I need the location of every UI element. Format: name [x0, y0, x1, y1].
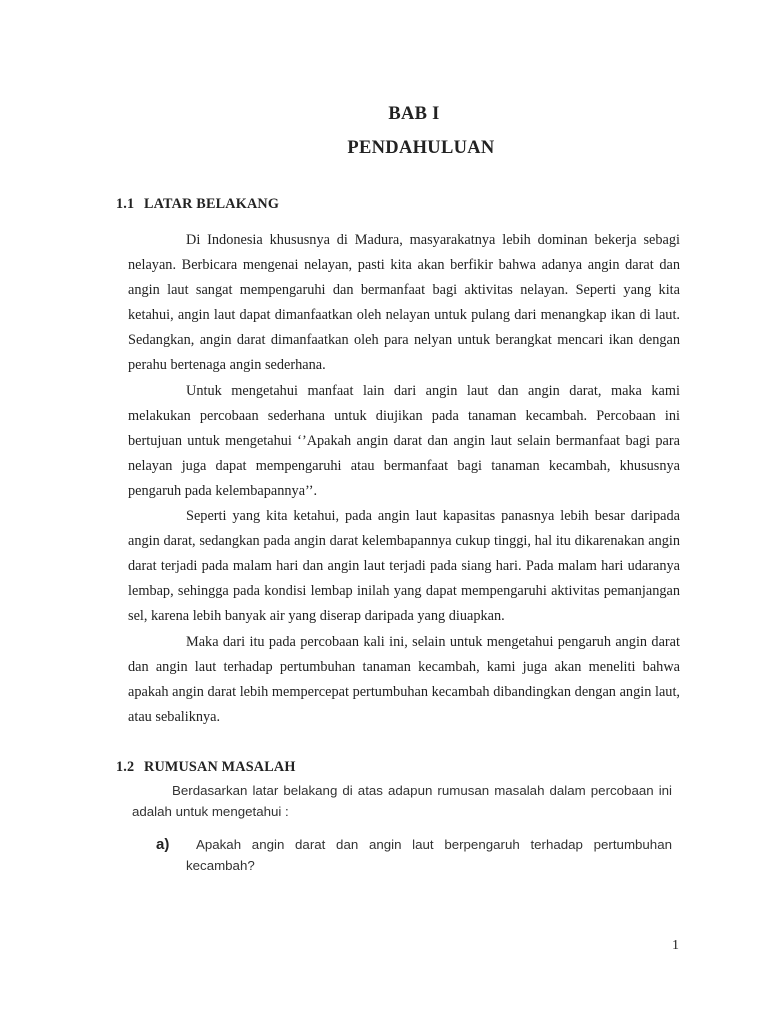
- paragraph: Untuk mengetahui manfaat lain dari angin laut dan angin darat, maka kami melakukan percobaan sederhana untuk diujikan pada tanaman kecambah. Percobaan ini bertujuan untuk mengetahui ‘’Apakah angin darat dan angin laut selain bermanfaat bagi para nelayan juga dapat mempengaruhi atau bermanfaat bagi tanaman kecambah, khususnya pengaruh pada kelembapannya’’.: [128, 382, 680, 499]
- section-heading-latar-belakang: [116, 196, 279, 213]
- problem-intro: Berdasarkan latar belakang di atas adapun rumusan masalah dalam percobaan ini adalah untuk mengetahui :: [132, 783, 672, 819]
- section-title: RUMUSAN MASALAH: [144, 759, 296, 775]
- paragraph: Maka dari itu pada percobaan kali ini, selain untuk mengetahui pengaruh angin darat dan angin laut terhadap pertumbuhan tanaman kecambah, kami juga akan meneliti bahwa apakah angin darat lebih mempercepat pertumbuhan kecambah dibandingkan dengan angin laut, atau sebaliknya.: [128, 633, 680, 725]
- section-title: LATAR BELAKANG: [144, 196, 280, 212]
- list-marker: a): [156, 836, 170, 853]
- section-number: 1.2: [116, 759, 135, 775]
- list-item-text: Apakah angin darat dan angin laut berpengaruh terhadap pertumbuhan kecambah?: [186, 837, 672, 873]
- section-number: 1.1: [116, 196, 135, 212]
- page-number: 1: [672, 938, 679, 953]
- section-heading-rumusan-masalah: [116, 759, 296, 776]
- chapter-number: BAB I: [388, 104, 440, 124]
- paragraph: Di Indonesia khususnya di Madura, masyarakatnya lebih dominan bekerja sebagi nelayan. Berbicara mengenai nelayan, pasti kita akan berfikir bahwa adanya angin darat dan angin laut sangat mempengaruhi dan bermanfaat bagi aktivitas nelayan. Seperti yang kita ketahui, angin laut dapat dimanfaatkan oleh nelayan untuk pulang dari menangkap ikan di laut. Sedangkan, angin darat dimanfaatkan oleh para nelyan untuk berangkat mencari ikan dengan perahu bertenaga angin sederhana.: [128, 232, 680, 374]
- paragraph: Seperti yang kita ketahui, pada angin laut kapasitas panasnya lebih besar daripada angin darat, sedangkan pada angin darat kelembapannya cukup tinggi, hal itu dikarenakan angin darat terjadi pada malam hari dan angin laut terjadi pada siang hari. Pada malam hari udaranya lembap, sehingga pada kondisi lembap inilah yang dapat mempengaruhi aktivitas pemanjangan sel, karena lebih banyak air yang diserap daripada yang diuapkan.: [128, 508, 680, 625]
- problem-list-item: [156, 834, 672, 876]
- chapter-title: PENDAHULUAN: [347, 138, 495, 158]
- section-body-latar-belakang: [128, 228, 680, 730]
